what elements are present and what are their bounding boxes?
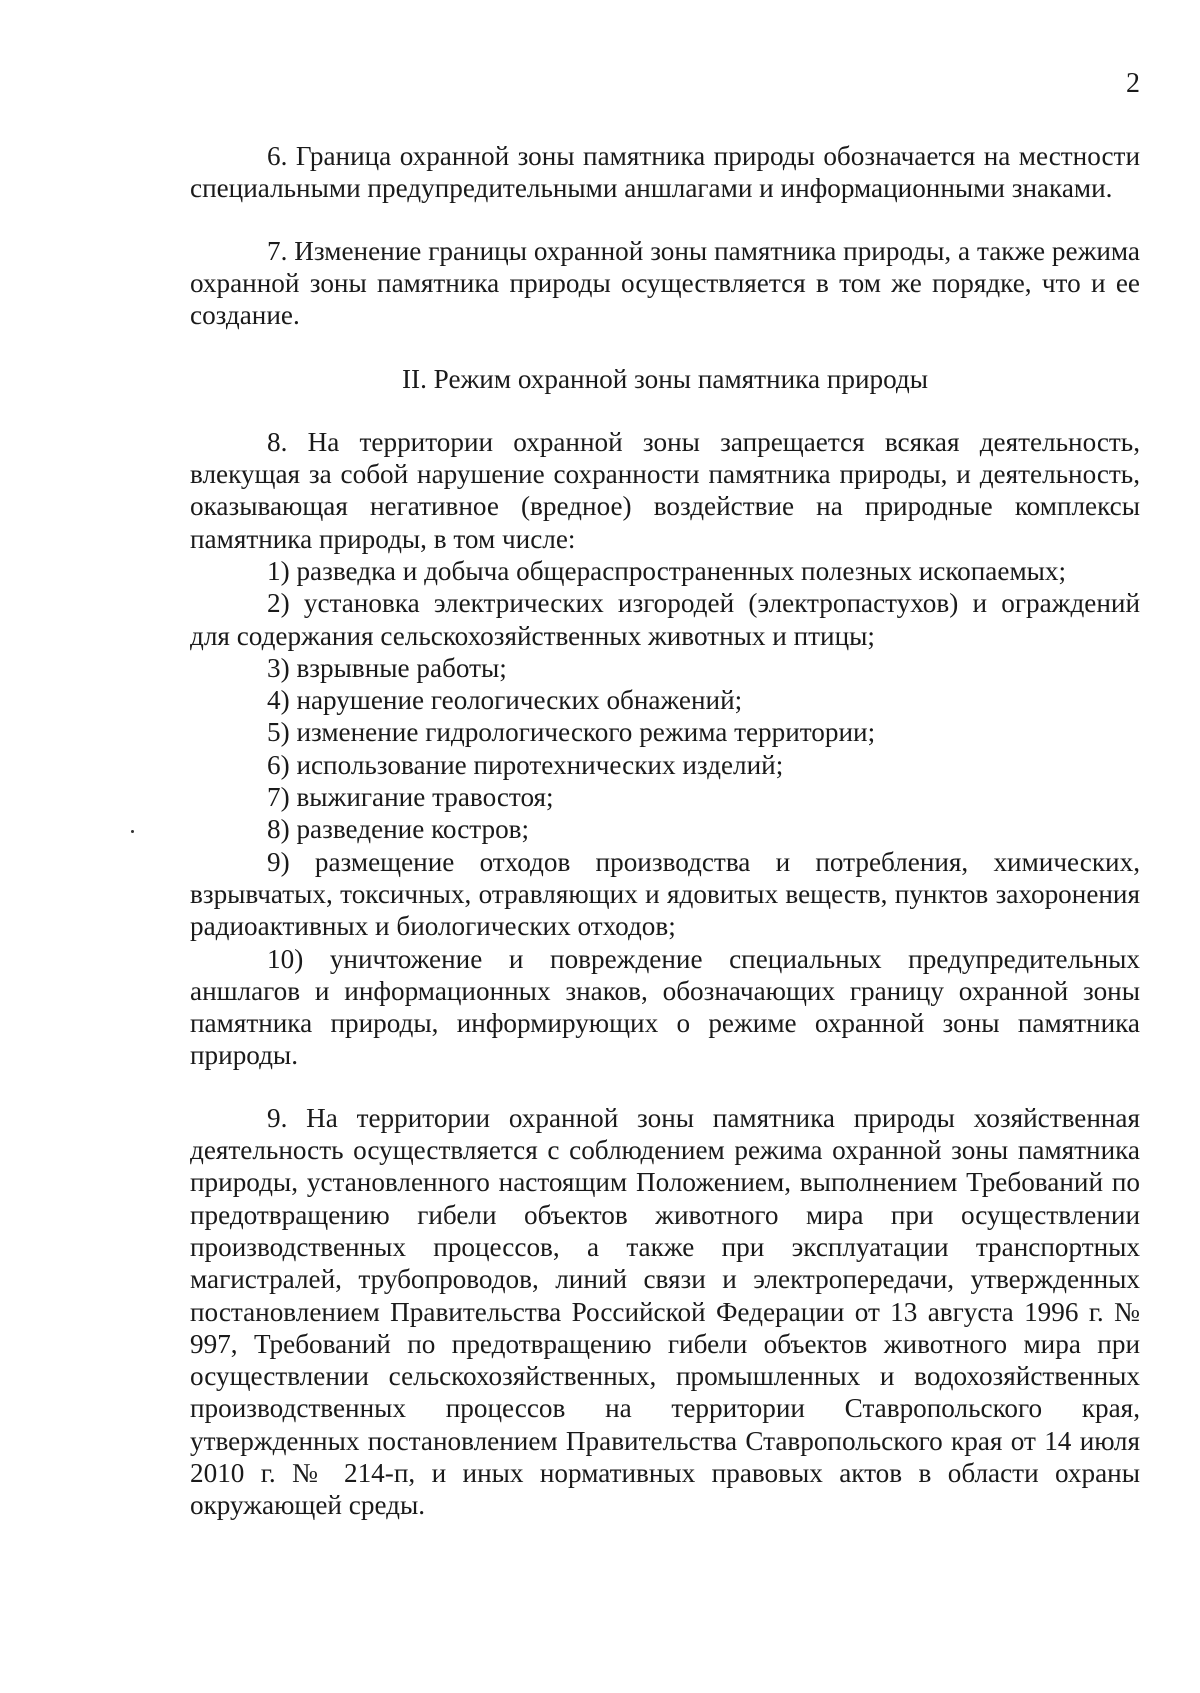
list-item: 7) выжигание травостоя; bbox=[267, 782, 554, 813]
paragraph-7: 7. Изменение границы охранной зоны памятника природы, а также режима охранной зоны памятника природы осуществляется в том же порядке, что и ее создание. bbox=[190, 235, 1140, 331]
list-item: 1) разведка и добыча общераспространенных полезных ископаемых; bbox=[267, 555, 1067, 586]
paragraph-8: 8. На территории охранной зоны запрещается всякая деятельность, влекущая за собой нарушение сохранности памятника природы, и деятельность, оказывающая негативное (вредное) воздействие на природные комплексы памятника природы, в том числе: bbox=[190, 426, 1140, 554]
list-item: 8) разведение костров; bbox=[267, 814, 530, 845]
paragraph-6: 6. Граница охранной зоны памятника природы обозначается на местности специальными предупредительными аншлагами и информационными знаками. bbox=[190, 141, 1140, 204]
page-number: 2 bbox=[1126, 68, 1140, 99]
list-item: 10) уничтожение и повреждение специальных предупредительных аншлагов и информационных знаков, обозначающих границу охранной зоны памятника природы, информирующих о режиме охранной зоны памятника природы. bbox=[190, 943, 1140, 1071]
scan-speck bbox=[131, 830, 134, 833]
list-item: 9) размещение отходов производства и потребления, химических, взрывчатых, токсичных, отравляющих и ядовитых веществ, пунктов захоронения радиоактивных и биологических отходов; bbox=[190, 846, 1140, 942]
list-item: 3) взрывные работы; bbox=[267, 652, 507, 683]
document-body bbox=[190, 60, 1140, 1522]
section-heading: II. Режим охранной зоны памятника природы bbox=[401, 364, 929, 395]
list-item: 5) изменение гидрологического режима территории; bbox=[267, 717, 876, 748]
list-item: 6) использование пиротехнических изделий; bbox=[267, 749, 784, 780]
list-item: 4) нарушение геологических обнажений; bbox=[267, 685, 743, 716]
list-item: 2) установка электрических изгородей (электропастухов) и ограждений для содержания сельскохозяйственных животных и птицы; bbox=[190, 588, 1140, 651]
paragraph-9: 9. На территории охранной зоны памятника природы хозяйственная деятельность осуществляется с соблюдением режима охранной зоны памятника природы, установленного настоящим Положением, выполнением Требований по предотвращению гибели объектов животного мира при осуществлении производственных процессов, а также при эксплуатации транспортных магистралей, трубопроводов, линий связи и электропередачи, утвержденных постановлением Правительства Российской Федерации от 13 августа 1996 г. № 997, Требований по предотвращению гибели объектов животного мира при осуществлении сельскохозяйственных, промышленных и водохозяйственных производственных процессов на территории Ставропольского края, утвержденных постановлением Правительства Ставропольского края от 14 июля 2010 г. № 214-п, и иных нормативных правовых актов в области охраны окружающей среды. bbox=[190, 1102, 1140, 1521]
